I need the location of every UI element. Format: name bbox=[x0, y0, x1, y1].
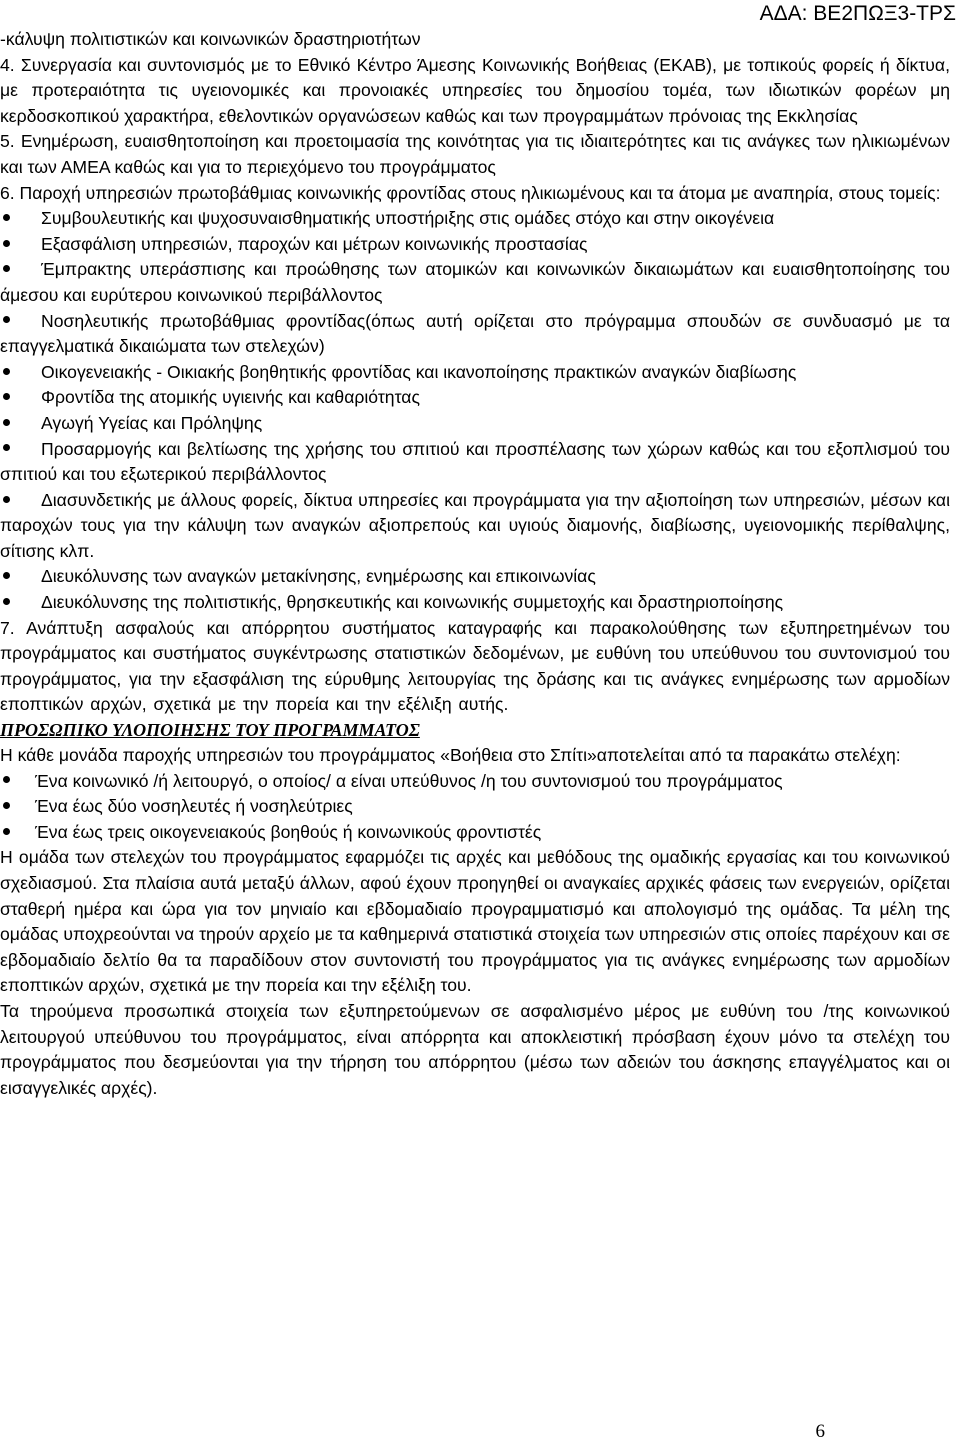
services-list bbox=[0, 206, 950, 616]
list-item: Οικογενειακής - Οικιακής βοηθητικής φροντίδας και ικανοποίησης πρακτικών αναγκών διαβίωσης bbox=[0, 360, 950, 386]
bullet-icon bbox=[3, 776, 10, 783]
section-heading: ΠΡΟΣΩΠΙΚΟ ΥΛΟΠΟΙΗΣΗΣ ΤΟΥ ΠΡΟΓΡΑΜΜΑΤΟΣ bbox=[0, 720, 420, 741]
page-number: 6 bbox=[815, 1421, 825, 1442]
paragraph-7: 7. Ανάπτυξη ασφαλούς και απόρρητου συστήματος καταγραφής και παρακολούθησης των εξυπηρετημένων του προγράμματος και συστήματος συγκέντρωσης στατιστικών δεδομένων, με ευθύνη του υπεύθυνου του συντονισμού του προγράμματος, για την εξασφάλιση της εύρυθμης λειτουργίας της δράσης και τις ανάγκες ενημέρωσης των αρμοδίων εποπτικών αρχών, σχετικά με την πορεία και την εξέλιξη αυτής. bbox=[0, 617, 950, 715]
list-item: Συμβουλευτικής και ψυχοσυναισθηματικής υποστήριξης στις ομάδες στόχο και στην οικογένεια bbox=[0, 206, 950, 232]
bullet-icon bbox=[3, 572, 10, 579]
list-item: Αγωγή Υγείας και Πρόληψης bbox=[0, 411, 950, 437]
document-body bbox=[0, 27, 950, 1101]
paragraph-4: 4. Συνεργασία και συντονισμός με το Εθνικό Κέντρο Άμεσης Κοινωνικής Βοήθειας (ΕΚΑΒ), με τοπικούς φορείς ή δίκτυα, με προτεραιότητα τις υγειονομικές και προνοιακές υπηρεσίες του δημοσίου τομέα, των ιδιωτικών φορέων μη κερδοσκοπικού χαρακτήρα, εθελοντικών οργανώσεων καθώς και των προγραμμάτων πρόνοιας της Εκκλησίας bbox=[0, 54, 950, 126]
list-item: Ένα έως τρεις οικογενειακούς βοηθούς ή κοινωνικούς φροντιστές bbox=[0, 820, 950, 846]
bullet-icon bbox=[3, 496, 10, 503]
list-item: Προσαρμογής και βελτίωσης της χρήσης του σπιτιού και προσπέλασης των χώρων καθώς και του εξοπλισμού του σπιτιού και του εξωτερικού περιβάλλοντος bbox=[0, 438, 950, 485]
paragraph-privacy: Τα τηρούμενα προσωπικά στοιχεία των εξυπηρετούμενων σε ασφαλισμένο μέρος με ευθύνη του /της κοινωνικού λειτουργού υπεύθυνου του προγράμματος, είναι απόρρητα και αποκλειστική πρόσβαση έχουν μόνο τα στελέχη του προγράμματος που δεσμεύονται για την τήρηση του απόρρητου (μέσω των αδειών του άσκησης επαγγέλματος και οι εισαγγελικές αρχές). bbox=[0, 1000, 950, 1098]
paragraph-team: Η ομάδα των στελεχών του προγράμματος εφαρμόζει τις αρχές και μεθόδους της ομαδικής εργασίας και του κοινωνικού σχεδιασμού. Στα πλαίσια αυτά μεταξύ άλλων, αφού έχουν προηγηθεί οι αναγκαίες αρχικές φάσεις των ενεργειών, ορίζεται σταθερή ημέρα και ώρα για τον μηνιαίο και εβδομαδιαίο προγραμματισμό και απολογισμό της ομάδας. Τα μέλη της ομάδας υποχρεούνται να τηρούν αρχείο με τα καθημερινά στατιστικά στοιχεία των υπηρεσιών στις οποίες παρέχουν και σε εβδομαδιαίο δελτίο θα τα παραδίδουν στον συντονιστή του προγράμματος για τις ανάγκες ενημέρωσης των αρμοδίων εποπτικών αρχών, σχετικά με την πορεία και την εξέλιξη του. bbox=[0, 847, 950, 996]
staff-list bbox=[0, 769, 950, 846]
paragraph-cultural: -κάλυψη πολιτιστικών και κοινωνικών δραστηριοτήτων bbox=[0, 29, 421, 49]
list-item: Διασυνδετικής με άλλους φορείς, δίκτυα υπηρεσίες και προγράμματα για την αξιοποίηση των υπηρεσιών, μέσων και παροχών τους για την κάλυψη των αναγκών αξιοπρεπούς και υγιούς διαμονής, διαβίωσης, υγειονομικής περίθαλψης, σίτισης κλπ. bbox=[0, 489, 950, 561]
list-item: Διευκόλυνσης των αναγκών μετακίνησης, ενημέρωσης και επικοινωνίας bbox=[0, 564, 950, 590]
bullet-icon bbox=[3, 214, 10, 221]
bullet-icon bbox=[3, 444, 10, 451]
bullet-icon bbox=[3, 802, 10, 809]
paragraph-5: 5. Ενημέρωση, ευαισθητοποίηση και προετοιμασία της κοινότητας για τις ιδιαιτερότητες και τις ανάγκες των ηλικιωμένων και των ΑΜΕΑ καθώς και για το περιεχόμενο του προγράμματος bbox=[0, 131, 950, 177]
list-item: Έμπρακτης υπεράσπισης και προώθησης των ατομικών και κοινωνικών δικαιωμάτων και ευαισθητοποίησης του άμεσου και ευρύτερου κοινωνικού περιβάλλοντος bbox=[0, 259, 950, 305]
bullet-icon bbox=[3, 393, 10, 400]
bullet-icon bbox=[3, 265, 10, 272]
paragraph-6: 6. Παροχή υπηρεσιών πρωτοβάθμιας κοινωνικής φροντίδας στους ηλικιωμένους και τα άτομα με αναπηρία, στους τομείς: bbox=[0, 182, 941, 203]
bullet-icon bbox=[3, 240, 10, 247]
list-item: Φροντίδα της ατομικής υγιεινής και καθαριότητας bbox=[0, 385, 950, 411]
list-item: Διευκόλυνσης της πολιτιστικής, θρησκευτικής και κοινωνικής συμμετοχής και δραστηριοποίησης bbox=[0, 590, 950, 616]
ada-code: ΑΔΑ: ΒΕ2ΠΩΞ3-ΤΡΣ bbox=[759, 2, 956, 25]
list-item: Ένα κοινωνικό /ή λειτουργό, ο οποίος/ α είναι υπεύθυνος /η του συντονισμού του προγράμματος bbox=[0, 769, 950, 795]
bullet-icon bbox=[3, 368, 10, 375]
staff-intro: Η κάθε μονάδα παροχής υπηρεσιών του προγράμματος «Βοήθεια στο Σπίτι»αποτελείται από τα παρακάτω στελέχη: bbox=[0, 745, 901, 766]
bullet-icon bbox=[3, 598, 10, 605]
list-item: Νοσηλευτικής πρωτοβάθμιας φροντίδας(όπως αυτή ορίζεται στο πρόγραμμα σπουδών σε συνδυασμό με τα επαγγελματικά δικαιώματα των στελεχών) bbox=[0, 310, 950, 357]
list-item: Ένα έως δύο νοσηλευτές ή νοσηλεύτριες bbox=[0, 794, 950, 820]
bullet-icon bbox=[3, 828, 10, 835]
bullet-icon bbox=[3, 316, 10, 323]
list-item: Εξασφάλιση υπηρεσιών, παροχών και μέτρων κοινωνικής προστασίας bbox=[0, 232, 950, 258]
bullet-icon bbox=[3, 419, 10, 426]
